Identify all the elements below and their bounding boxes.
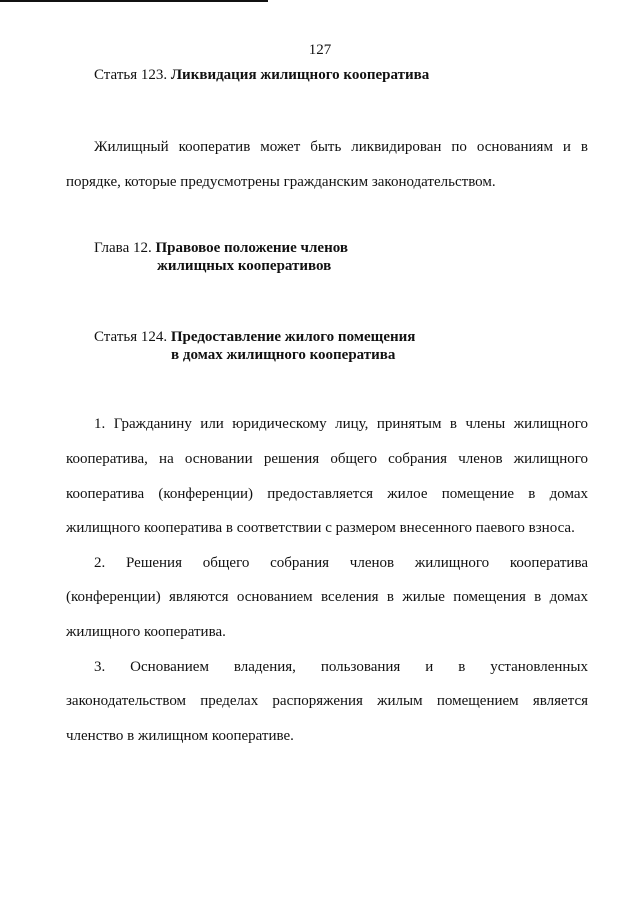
article-124-p3-line-1: 3. Основанием владения, пользования и в установленных (94, 659, 588, 675)
article-123-line-2: порядке, которые предусмотрены гражданским законодательством. (66, 174, 496, 190)
article-124-p1-line-3: кооператива (конференции) предоставляется жилое помещение в домах (66, 486, 588, 502)
article-124-title-line-1: Предоставление жилого помещения (170, 329, 416, 345)
article-123-line-1: Жилищный кооператив может быть ликвидирован по основаниям и в (94, 139, 588, 155)
chapter-12-heading (94, 240, 348, 257)
chapter-12-prefix: Глава 12. (94, 240, 152, 256)
article-124-p1-line-1: 1. Гражданину или юридическому лицу, принятым в члены жилищного (94, 416, 588, 432)
chapter-12-title-line-2: жилищных кооперативов (157, 258, 332, 274)
article-124-p1-line-2: кооператива, на основании решения общего собрания членов жилищного (66, 451, 588, 467)
article-124-title-line-2: в домах жилищного кооператива (171, 347, 396, 363)
article-124-prefix: Статья 124. (94, 329, 168, 345)
article-124-p3-line-2: законодательством пределах распоряжения жилым помещением является (66, 693, 588, 709)
article-123-heading (94, 67, 429, 84)
article-124-p1-line-4: жилищного кооператива в соответствии с размером внесенного паевого взноса. (66, 520, 575, 536)
article-123-title: Ликвидация жилищного кооператива (170, 67, 430, 83)
article-123-prefix: Статья 123. (94, 67, 168, 83)
chapter-12-title-line-1: Правовое положение членов (155, 240, 348, 256)
article-124-p2-line-3: жилищного кооператива. (66, 624, 226, 640)
article-124-heading (94, 329, 415, 346)
article-124-p3-line-3: членство в жилищном кооперативе. (66, 728, 294, 744)
top-rule (0, 0, 268, 2)
page-number: 127 (308, 42, 332, 58)
article-124-p2-line-2: (конференции) являются основанием вселения в жилые помещения в домах (66, 589, 588, 605)
article-124-p2-line-1: 2. Решения общего собрания членов жилищного кооператива (94, 555, 588, 571)
